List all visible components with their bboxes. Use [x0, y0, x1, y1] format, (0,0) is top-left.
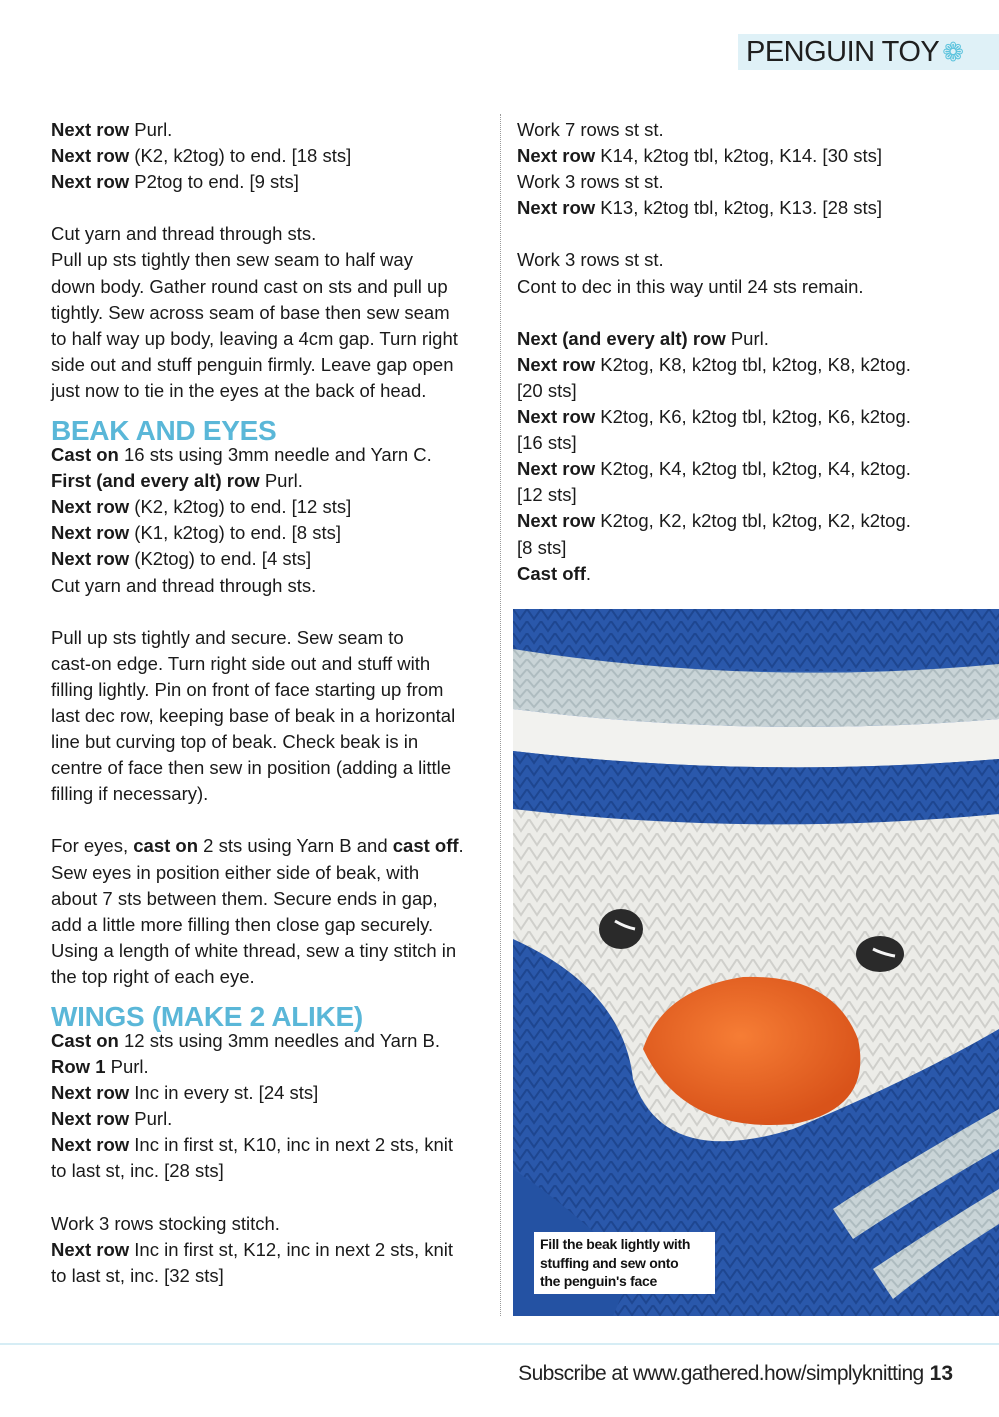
row-keyword: Next row: [51, 171, 130, 193]
row-keyword: Next row: [51, 496, 130, 518]
row-text: (K1, k2tog) to end. [8 sts]: [129, 522, 341, 544]
row-keyword: Next row: [51, 1108, 130, 1130]
row-text: P2tog to end. [9 sts]: [129, 171, 299, 193]
row-keyword: Next row: [517, 197, 596, 219]
heading-wings: WINGS (MAKE 2 ALIKE): [51, 1001, 363, 1032]
row-keyword: Cast on: [51, 444, 119, 466]
eyes-keyword: cast off: [392, 835, 459, 857]
asterisk-flower-icon: ❁: [942, 36, 965, 67]
paragraph-line: to last st, inc. [28 sts]: [51, 1160, 224, 1182]
eye-right: [856, 936, 904, 972]
row-keyword: Next row: [51, 522, 130, 544]
paragraph-line: to half way up body, leaving a 4cm gap. Turn right: [51, 327, 458, 349]
row-text: Inc in first st, K10, inc in next 2 sts, knit: [129, 1134, 454, 1156]
paragraph-line: to last st, inc. [32 sts]: [51, 1264, 224, 1286]
row-text: Purl.: [105, 1056, 149, 1078]
paragraph-line: Work 3 rows stocking stitch.: [51, 1212, 280, 1234]
row-keyword: Next (and every alt) row: [517, 327, 726, 349]
paragraph-line: [8 sts]: [517, 536, 567, 558]
row-text: Inc in first st, K12, inc in next 2 sts, knit: [129, 1238, 454, 1260]
row-keyword: Next row: [517, 406, 596, 428]
row-text: K13, k2tog tbl, k2tog, K13. [28 sts]: [595, 197, 883, 219]
heading-beak-and-eyes: BEAK AND EYES: [51, 415, 277, 447]
row-text: Purl.: [259, 470, 303, 492]
row-text: 12 sts using 3mm needles and Yarn B.: [118, 1030, 441, 1051]
eyes-text: 2 sts using Yarn B and: [198, 835, 393, 857]
row-keyword: Next row: [51, 1238, 130, 1260]
paragraph-line: cast-on edge. Turn right side out and stuff with: [51, 652, 431, 674]
row-text: K14, k2tog tbl, k2tog, K14. [30 sts]: [595, 145, 883, 167]
paragraph-line: [12 sts]: [517, 484, 577, 506]
photo-caption: [534, 1232, 715, 1294]
row-keyword: Next row: [517, 353, 596, 375]
row-text: K2tog, K4, k2tog tbl, k2tog, K4, k2tog.: [595, 458, 911, 480]
section-header-tab: [738, 34, 999, 70]
row-keyword: Row 1: [51, 1056, 106, 1078]
row-keyword: First (and every alt) row: [51, 470, 260, 492]
paragraph-line: just now to tie in the eyes at the back of head.: [51, 379, 427, 401]
row-text: (K2, k2tog) to end. [12 sts]: [129, 496, 352, 518]
penguin-photo: [513, 609, 999, 1316]
left-column: [51, 117, 491, 1289]
caption-line: stuffing and sew onto: [540, 1254, 679, 1271]
row-text: (K2tog) to end. [4 sts]: [129, 548, 312, 570]
row-text: 16 sts using 3mm needle and Yarn C.: [118, 444, 432, 466]
paragraph-line: Pull up sts tightly and secure. Sew seam to: [51, 626, 404, 648]
row-keyword: Next row: [51, 119, 130, 140]
row-keyword: Next row: [51, 548, 130, 570]
row-keyword: Next row: [51, 1082, 130, 1104]
right-column: [517, 117, 957, 587]
paragraph-line: Work 3 rows st st.: [517, 171, 664, 193]
paragraph-line: add a little more filling then close gap securely.: [51, 913, 434, 935]
row-text: Inc in every st. [24 sts]: [129, 1082, 319, 1104]
row-text: (K2, k2tog) to end. [18 sts]: [129, 145, 352, 167]
paragraph-line: Work 7 rows st st.: [517, 119, 664, 140]
caption-line: the penguin's face: [540, 1273, 657, 1289]
row-keyword: Cast off: [517, 562, 586, 584]
paragraph-line: Work 3 rows st st.: [517, 249, 664, 271]
paragraph-line: about 7 sts between them. Secure ends in gap,: [51, 887, 438, 909]
paragraph-line: Cont to dec in this way until 24 sts remain.: [517, 275, 864, 297]
paragraph-line: filling lightly. Pin on front of face starting up from: [51, 678, 444, 700]
eyes-keyword: cast on: [133, 835, 199, 857]
paragraph-line: Using a length of white thread, sew a tiny stitch in: [51, 939, 457, 961]
row-keyword: Next row: [517, 145, 596, 167]
paragraph-line: down body. Gather round cast on sts and pull up: [51, 275, 448, 297]
paragraph-line: side out and stuff penguin firmly. Leave gap open: [51, 353, 454, 375]
eye-left: [599, 909, 643, 949]
row-text: K2tog, K6, k2tog tbl, k2tog, K6, k2tog.: [595, 406, 911, 428]
row-text: .: [585, 562, 592, 584]
paragraph-line: line but curving top of beak. Check beak is in: [51, 731, 419, 753]
row-keyword: Cast on: [51, 1030, 119, 1051]
row-keyword: Next row: [517, 510, 596, 532]
row-text: K2tog, K2, k2tog tbl, k2tog, K2, k2tog.: [595, 510, 911, 532]
paragraph-line: tightly. Sew across seam of base then sew seam: [51, 301, 450, 323]
footer-rule: [0, 1343, 999, 1345]
paragraph-line: Sew eyes in position either side of beak, with: [51, 861, 420, 883]
row-text: Purl.: [129, 119, 173, 140]
paragraph-line: [16 sts]: [517, 432, 577, 454]
paragraph-line: Cut yarn and thread through sts.: [51, 574, 317, 596]
section-title: PENGUIN TOY: [746, 35, 940, 68]
paragraph-line: [20 sts]: [517, 379, 577, 401]
subscribe-text: Subscribe at www.gathered.how/simplyknitting: [518, 1362, 924, 1385]
row-text: Purl.: [129, 1108, 173, 1130]
row-keyword: Next row: [51, 1134, 130, 1156]
caption-line: Fill the beak lightly with: [540, 1236, 691, 1252]
page-number: 13: [929, 1362, 953, 1385]
paragraph-line: last dec row, keeping base of beak in a horizontal: [51, 704, 456, 726]
paragraph-line: the top right of each eye.: [51, 965, 255, 987]
row-keyword: Next row: [517, 458, 596, 480]
row-text: K2tog, K8, k2tog tbl, k2tog, K8, k2tog.: [595, 353, 911, 375]
column-divider: [500, 114, 501, 1316]
eyes-text: .: [458, 835, 464, 857]
paragraph-line: filling if necessary).: [51, 783, 209, 805]
paragraph-line: Pull up sts tightly then sew seam to half way: [51, 249, 413, 271]
paragraph-line: centre of face then sew in position (adding a little: [51, 757, 452, 779]
eyes-text: For eyes,: [51, 835, 134, 857]
footer: [518, 1362, 953, 1386]
penguin-illustration: [513, 609, 999, 1316]
row-keyword: Next row: [51, 145, 130, 167]
paragraph-line: Cut yarn and thread through sts.: [51, 223, 317, 245]
row-text: Purl.: [725, 327, 769, 349]
